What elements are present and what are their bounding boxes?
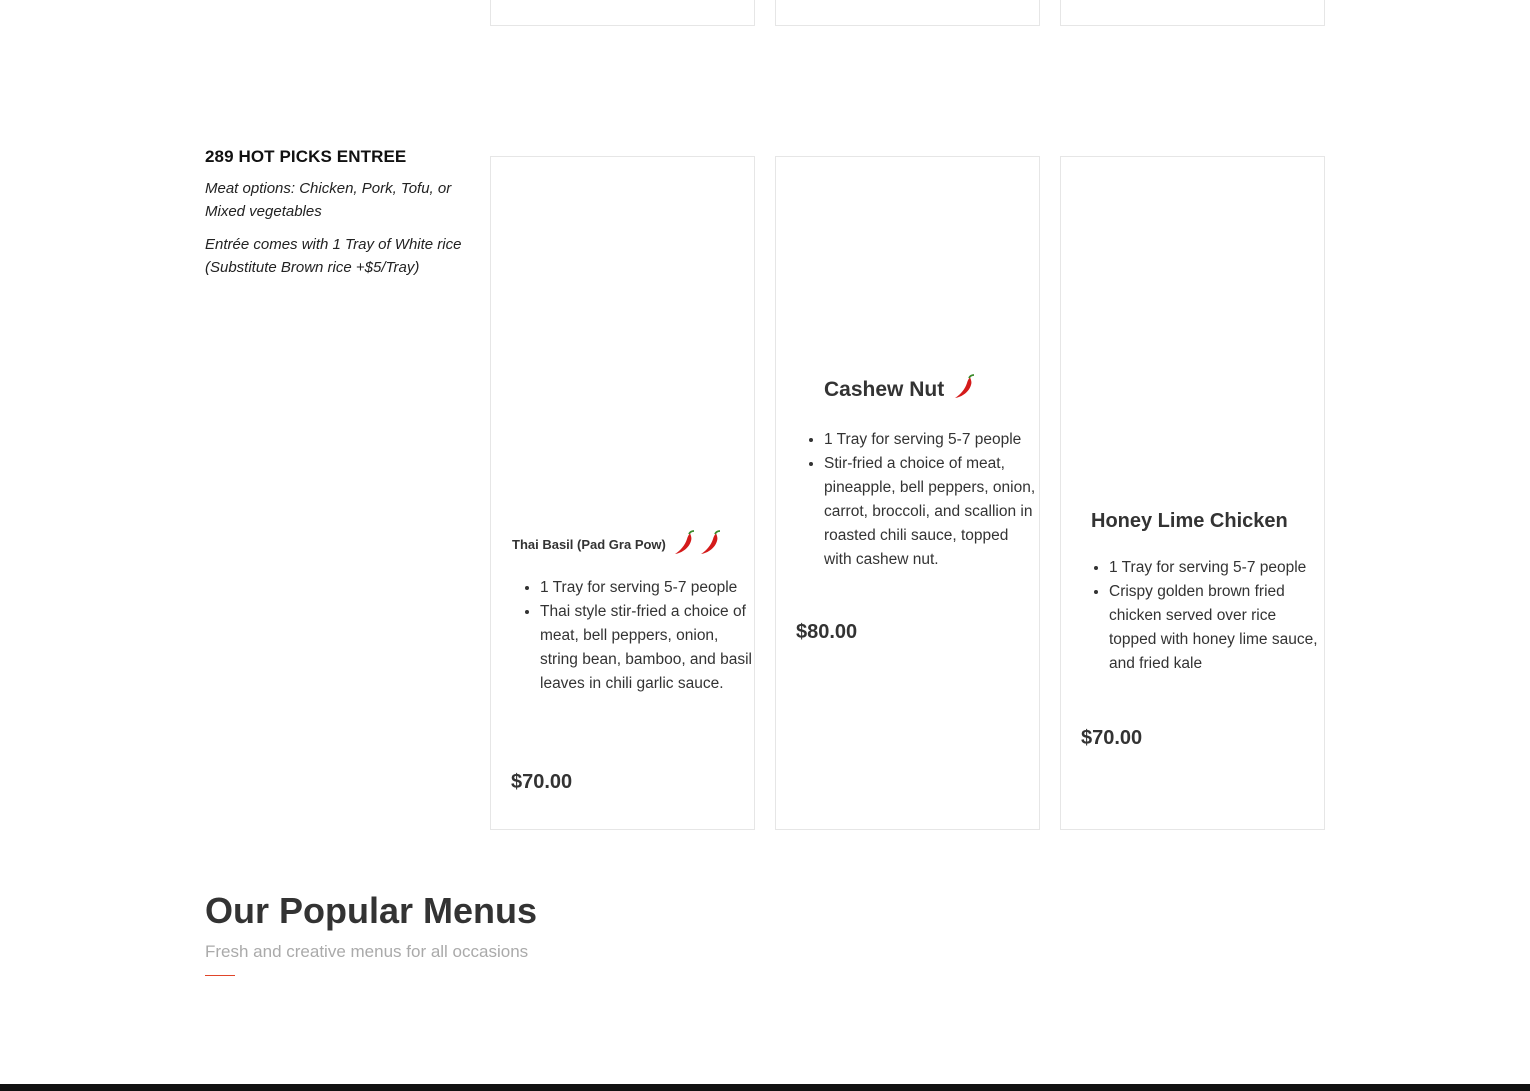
menu-item-name: Cashew Nut bbox=[824, 378, 945, 401]
menu-item-price: $80.00 bbox=[796, 621, 858, 643]
heading-divider bbox=[205, 975, 235, 976]
list-item: • Stir-fried a choice of meat, pineapple, bell peppers, onion, carrot, broccoli, and scallion in roasted chili sauce, topped with cashew nut. bbox=[824, 452, 1038, 572]
menu-item-name: Honey Lime Chicken bbox=[1091, 509, 1288, 532]
menu-item-title bbox=[512, 530, 752, 558]
menu-item-thai-basil bbox=[512, 530, 752, 696]
menu-item-price: $70.00 bbox=[1081, 727, 1143, 749]
list-item: • 1 Tray for serving 5-7 people bbox=[1109, 556, 1321, 580]
popular-menus-title: Our Popular Menus bbox=[205, 890, 538, 931]
category-info bbox=[205, 147, 475, 289]
menu-item-details bbox=[1081, 556, 1321, 676]
list-item: • 1 Tray for serving 5-7 people bbox=[824, 428, 1038, 452]
menu-item-title bbox=[1081, 507, 1321, 535]
rice-note: Entrée comes with 1 Tray of White rice (Substitute Brown rice +$5/Tray) bbox=[205, 236, 462, 276]
menu-item-name: Thai Basil (Pad Gra Pow) bbox=[512, 536, 666, 552]
popular-menus-subtitle: Fresh and creative menus for all occasions bbox=[205, 942, 529, 961]
meat-options-note: Meat options: Chicken, Pork, Tofu, or Mixed vegetables bbox=[205, 180, 452, 220]
menu-card-thai-basil[interactable] bbox=[490, 156, 755, 830]
menu-item-details bbox=[512, 576, 752, 696]
chili-pepper-icon bbox=[952, 374, 976, 406]
footer-bar bbox=[0, 1084, 1530, 1091]
category-title: 289 HOT PICKS ENTREE bbox=[205, 147, 407, 166]
previous-menu-card-2 bbox=[775, 0, 1040, 26]
chili-pepper-icon bbox=[698, 530, 722, 559]
menu-item-title bbox=[796, 375, 1040, 405]
previous-menu-card-1 bbox=[490, 0, 755, 26]
list-item: • Thai style stir-fried a choice of meat, bell peppers, onion, string bean, bamboo, and basil leaves in chili garlic sauce. bbox=[540, 600, 752, 696]
menu-item-cashew-nut bbox=[796, 375, 1040, 572]
menu-item-details bbox=[796, 428, 1038, 572]
menu-item-honey-lime-chicken bbox=[1081, 507, 1321, 676]
chili-pepper-icon bbox=[672, 530, 696, 559]
menu-item-price: $70.00 bbox=[511, 771, 573, 793]
list-item: • Crispy golden brown fried chicken served over rice topped with honey lime sauce, and fried kale bbox=[1109, 580, 1321, 676]
list-item: • 1 Tray for serving 5-7 people bbox=[540, 576, 752, 600]
previous-menu-card-3 bbox=[1060, 0, 1325, 26]
